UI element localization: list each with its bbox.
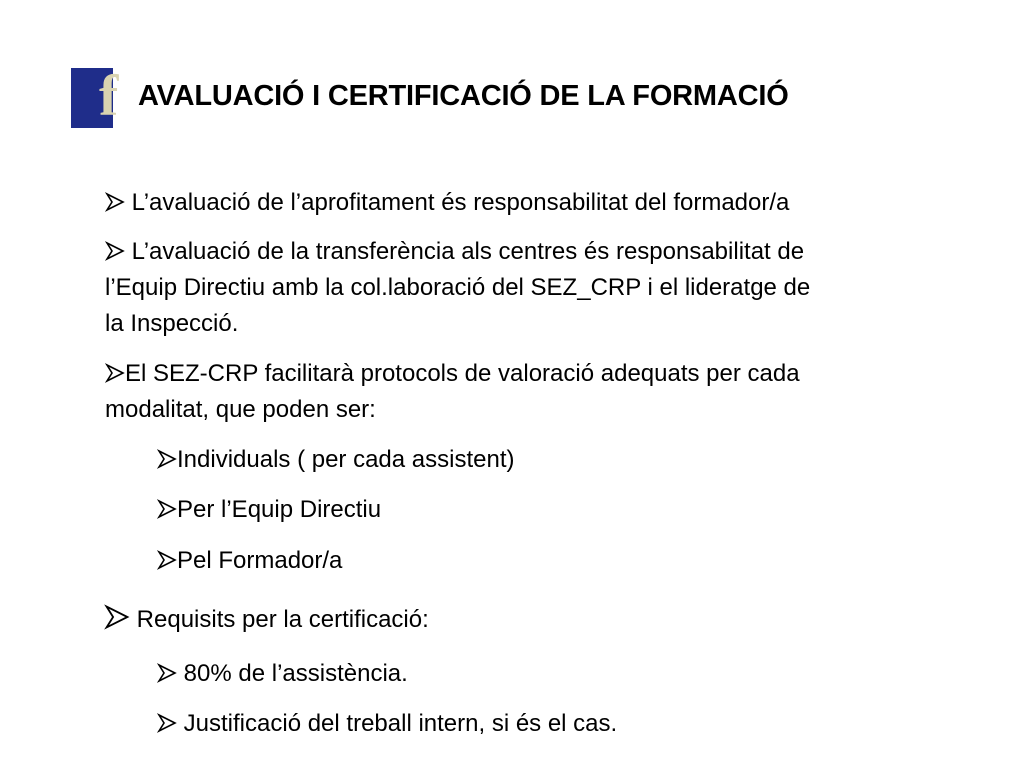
arrow-bullet-icon <box>157 499 177 519</box>
sub-bullet-formador <box>157 543 342 579</box>
sub-bullet-text: Justificació del treball intern, si és el cas. <box>177 710 618 737</box>
bullet-text: L’avaluació de l’aprofitament és responsabilitat del formador/a <box>125 189 790 216</box>
bullet-text-line1: L’avaluació de la transferència als centres és responsabilitat de <box>125 238 805 265</box>
sub-bullet-text: Pel Formador/a <box>177 547 343 574</box>
arrow-bullet-icon <box>105 363 125 383</box>
arrow-bullet-icon <box>105 241 125 261</box>
bullet-text: Requisits per la certificació: <box>130 606 429 633</box>
sub-bullet-equip-directiu <box>157 492 381 528</box>
formacio-logo-icon <box>71 68 129 128</box>
arrow-bullet-icon <box>157 663 177 683</box>
arrow-bullet-icon <box>104 604 130 630</box>
sub-bullet-individuals <box>157 442 515 478</box>
logo-letter: f <box>99 68 119 128</box>
arrow-bullet-icon <box>105 192 125 212</box>
sub-bullet-text: Individuals ( per cada assistent) <box>177 446 515 473</box>
arrow-bullet-icon <box>157 449 177 469</box>
arrow-bullet-icon <box>157 713 177 733</box>
sub-bullet-text: Per l’Equip Directiu <box>177 496 382 523</box>
sub-bullet-assistencia <box>157 656 408 692</box>
bullet-protocols-valoracio <box>105 356 800 428</box>
sub-bullet-text: 80% de l’assistència. <box>177 660 408 687</box>
slide-title: AVALUACIÓ I CERTIFICACIÓ DE LA FORMACIÓ <box>138 80 789 112</box>
arrow-bullet-icon <box>157 550 177 570</box>
sub-bullet-justificacio <box>157 706 617 742</box>
bullet-text-line2: modalitat, que poden ser: <box>105 396 376 423</box>
bullet-avaluacio-aprofitament <box>105 185 789 221</box>
bullet-text-line1: El SEZ-CRP facilitarà protocols de valoració adequats per cada <box>125 360 800 387</box>
bullet-avaluacio-transferencia <box>105 234 810 342</box>
bullet-text-line3: la Inspecció. <box>105 310 239 337</box>
bullet-text-line2: l’Equip Directiu amb la col.laboració del SEZ_CRP i el lideratge de <box>105 274 811 301</box>
bullet-requisits-certificacio <box>104 602 429 638</box>
